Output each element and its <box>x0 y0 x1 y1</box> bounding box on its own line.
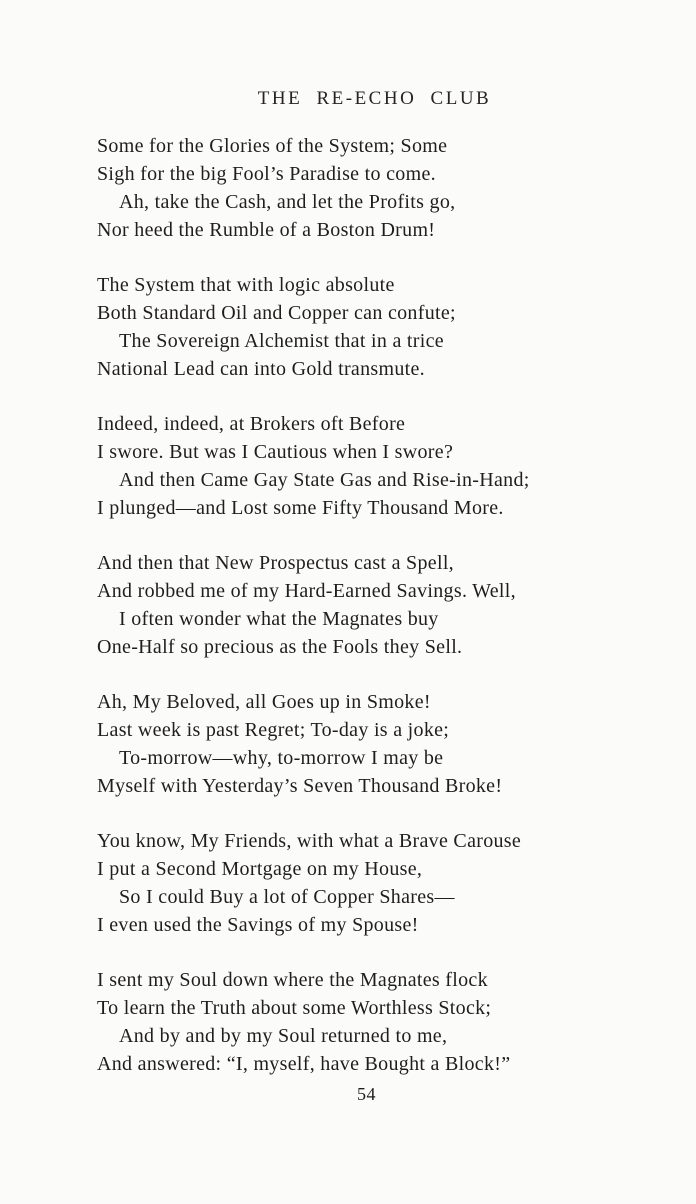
poem-line: And by and by my Soul returned to me, <box>119 1025 448 1047</box>
poem-line: I swore. But was I Cautious when I swore? <box>97 441 454 463</box>
poem-line: I often wonder what the Magnates buy <box>119 608 439 630</box>
poem-line: And then that New Prospectus cast a Spell, <box>97 552 454 574</box>
poem-line: One-Half so precious as the Fools they Sell. <box>97 636 463 658</box>
stanza <box>97 271 652 383</box>
poem-line: The System that with logic absolute <box>97 274 395 296</box>
poem-line: I even used the Savings of my Spouse! <box>97 914 419 936</box>
stanza <box>97 966 652 1078</box>
stanza <box>97 549 652 661</box>
poem <box>97 132 652 1078</box>
poem-line: I sent my Soul down where the Magnates flock <box>97 969 488 991</box>
poem-line: And robbed me of my Hard-Earned Savings. Well, <box>97 580 516 602</box>
stanza <box>97 132 652 244</box>
poem-line: You know, My Friends, with what a Brave Carouse <box>97 830 522 852</box>
page-number: 54 <box>357 1084 376 1104</box>
poem-line: I put a Second Mortgage on my House, <box>97 858 423 880</box>
poem-line: Last week is past Regret; To-day is a joke; <box>97 719 450 741</box>
poem-line: Nor heed the Rumble of a Boston Drum! <box>97 219 436 241</box>
poem-line: And then Came Gay State Gas and Rise-in-Hand; <box>119 469 530 491</box>
poem-line: Ah, take the Cash, and let the Profits go, <box>119 191 456 213</box>
poem-line: I plunged—and Lost some Fifty Thousand More. <box>97 497 504 519</box>
stanza <box>97 410 652 522</box>
page-title: THE RE-ECHO CLUB <box>257 88 492 109</box>
poem-line: So I could Buy a lot of Copper Shares— <box>119 886 455 908</box>
poem-line: Sigh for the big Fool’s Paradise to come. <box>97 163 436 185</box>
poem-line: To learn the Truth about some Worthless Stock; <box>97 997 492 1019</box>
poem-line: Some for the Glories of the System; Some <box>97 135 448 157</box>
poem-line: Both Standard Oil and Copper can confute; <box>97 302 456 324</box>
poem-line: Ah, My Beloved, all Goes up in Smoke! <box>97 691 431 713</box>
poem-line: The Sovereign Alchemist that in a trice <box>119 330 444 352</box>
poem-line: To-morrow—why, to-morrow I may be <box>119 747 444 769</box>
poem-line: And answered: “I, myself, have Bought a Block!” <box>97 1053 511 1075</box>
stanza <box>97 688 652 800</box>
poem-line: Myself with Yesterday’s Seven Thousand Broke! <box>97 775 503 797</box>
stanza <box>97 827 652 939</box>
poem-line: National Lead can into Gold transmute. <box>97 358 425 380</box>
poem-line: Indeed, indeed, at Brokers oft Before <box>97 413 406 435</box>
